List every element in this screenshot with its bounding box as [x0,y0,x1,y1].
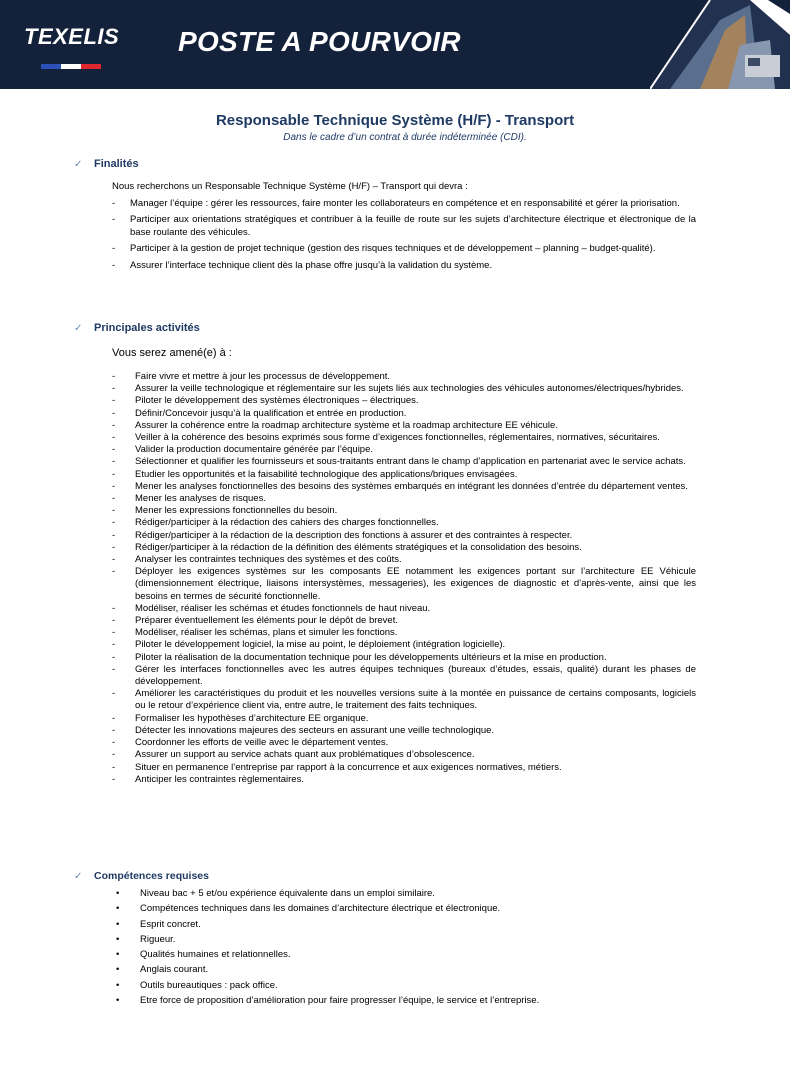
finalites-intro: Nous recherchons un Responsable Technique Système (H/F) – Transport qui devra : [112,181,468,192]
list-item: - Participer à la gestion de projet technique (gestion des risques techniques et de développement – planning – budget-qualité). [112,243,696,255]
list-item: - Assurer la veille technologique et réglementaire sur les sujets liés aux technologies des véhicules autonomes/électriques/hybrides. [112,383,696,395]
list-item: - Modéliser, réaliser les schémas et études fonctionnels de haut niveau. [112,603,696,615]
section-heading-label: Finalités [94,158,139,170]
list-item: - Modéliser, réaliser les schémas, plans et simuler les fonctions. [112,627,696,639]
list-item: • Anglais courant. [116,964,716,979]
list-item: - Manager l’équipe : gérer les ressources, faire monter les collaborateurs en compétence et en responsabilité et gérer la priorisation. [112,198,696,210]
checkmark-icon: ✓ [74,159,83,170]
section-activites-heading [74,322,200,334]
list-item: - Assurer la cohérence entre la roadmap architecture système et la roadmap architecture EE véhicule. [112,420,696,432]
checkmark-icon: ✓ [74,323,83,334]
list-item: - Sélectionner et qualifier les fournisseurs et sous-traitants entrant dans le champ d’application en partenariat avec le service achats. [112,456,696,468]
list-item: - Anticiper les contraintes règlementaires. [112,774,696,786]
list-item: • Outils bureautiques : pack office. [116,980,716,995]
list-item: - Faire vivre et mettre à jour les processus de développement. [112,371,696,383]
list-item: - Piloter le développement des systèmes électroniques – électriques. [112,395,696,407]
list-item: - Mener les analyses de risques. [112,493,696,505]
list-item: - Participer aux orientations stratégiques et contribuer à la feuille de route sur les sujets d’architecture électrique et électronique de la base roulante des véhicules. [112,214,696,239]
list-item: • Niveau bac + 5 et/ou expérience équivalente dans un emploi similaire. [116,888,716,903]
list-item: - Analyser les contraintes techniques des systèmes et des coûts. [112,554,696,566]
list-item: - Veiller à la cohérence des besoins exprimés sous forme d’exigences fonctionnelles, réglementaires, normatives, sécuritaires. [112,432,696,444]
list-item: - Piloter le développement logiciel, la mise au point, le déploiement (intégration logicielle). [112,639,696,651]
section-finalites-heading [74,158,139,170]
job-title: Responsable Technique Système (H/F) - Transport [215,112,575,129]
header-banner [0,0,790,89]
page-title: POSTE A POURVOIR [178,26,461,57]
list-item: - Rédiger/participer à la rédaction des cahiers des charges fonctionnelles. [112,517,696,529]
french-flag-underline [41,56,101,61]
list-item: - Détecter les innovations majeures des secteurs en assurant une veille technologique. [112,725,696,737]
list-item: • Esprit concret. [116,919,716,934]
list-item: - Assurer l’interface technique client dès la phase offre jusqu’à la validation du système. [112,260,696,272]
checkmark-icon: ✓ [74,871,83,882]
list-item: - Coordonner les efforts de veille avec le département ventes. [112,737,696,749]
section-heading-label: Compétences requises [94,870,209,882]
texelis-logo: TEXELIS [24,24,120,49]
list-item: - Rédiger/participer à la rédaction de la description des fonctions à assurer et des contraintes à respecter. [112,530,696,542]
list-item: - Mener les expressions fonctionnelles du besoin. [112,505,696,517]
list-item: - Piloter la réalisation de la documentation technique pour les développements ultérieurs et la mise en production. [112,652,696,664]
list-item: • Compétences techniques dans les domaines d’architecture électrique et électronique. [116,903,716,918]
list-item: - Assurer un support au service achats quant aux problématiques d’obsolescence. [112,749,696,761]
job-contract-subtitle: Dans le cadre d’un contrat à durée indéterminée (CDI). [283,132,527,143]
list-item: • Rigueur. [116,934,716,949]
list-item: - Etudier les opportunités et la faisabilité technologique des applications/briques envisagées. [112,469,696,481]
list-item: • Etre force de proposition d’amélioration pour faire progresser l’équipe, le service et l’entreprise. [116,995,716,1010]
list-item: • Qualités humaines et relationnelles. [116,949,716,964]
list-item: - Formaliser les hypothèses d’architecture EE organique. [112,713,696,725]
section-competences-heading [74,870,209,882]
list-item: - Définir/Concevoir jusqu’à la qualification et entrée en production. [112,408,696,420]
list-item: - Déployer les exigences systèmes sur les composants EE notamment les exigences portant sur l’architecture EE Véhicule (dimensionnement électrique, liaisons intersystèmes, messageries), les exigences de diagnostic et d’après-vente, ainsi que les besoins en termes de sécurité fonctionnelle. [112,566,696,603]
activites-list [112,371,696,786]
list-item: - Préparer éventuellement les éléments pour le dépôt de brevet. [112,615,696,627]
header-decoration-image [650,0,790,89]
list-item: - Rédiger/participer à la rédaction de la définition des éléments stratégiques et la consolidation des besoins. [112,542,696,554]
list-item: - Améliorer les caractéristiques du produit et les nouvelles versions suite à la montée en puissance de certains composants, logiciels ou le retour d’expérience client via, entre autre, le traitement des faits techniques. [112,688,696,712]
list-item: - Situer en permanence l’entreprise par rapport à la concurrence et aux exigences normatives, métiers. [112,762,696,774]
activites-intro: Vous serez amené(e) à : [112,347,232,359]
list-item: - Valider la production documentaire générée par l’équipe. [112,444,696,456]
list-item: - Gérer les interfaces fonctionnelles avec les autres équipes techniques (bureaux d’études, essais, qualité) durant les phases de développement. [112,664,696,688]
list-item: - Mener les analyses fonctionnelles des besoins des systèmes embarqués en intégrant les données d’entrée du département ventes. [112,481,696,493]
section-heading-label: Principales activités [94,322,200,334]
competences-list [116,888,716,1010]
finalites-list [112,198,696,276]
